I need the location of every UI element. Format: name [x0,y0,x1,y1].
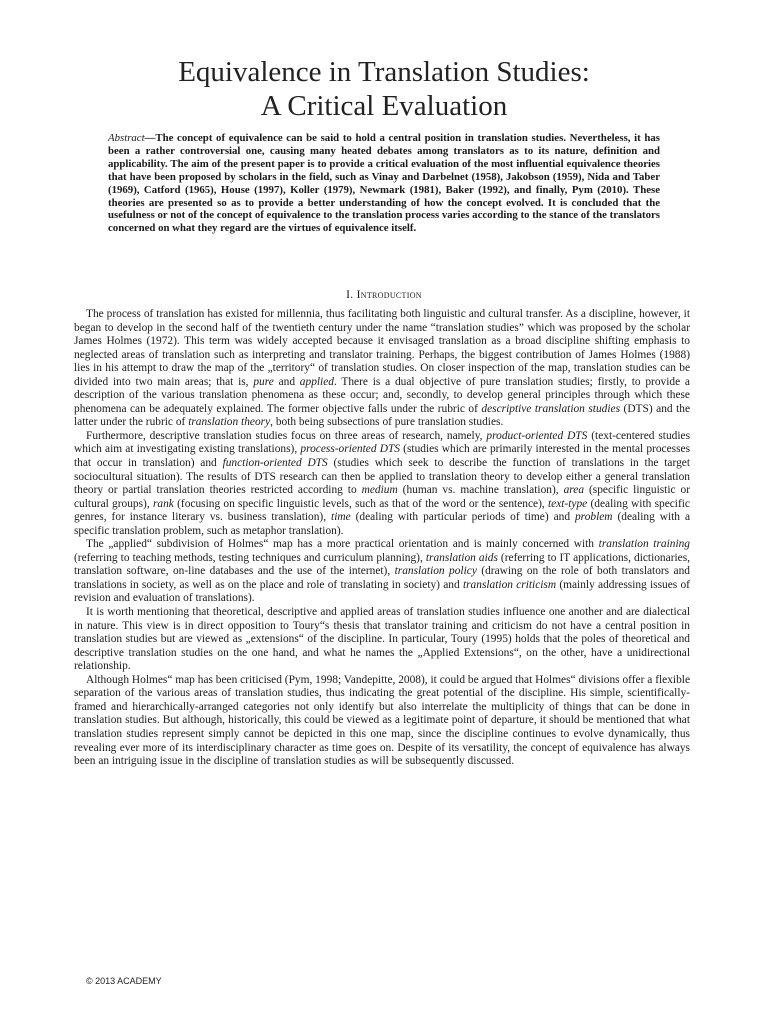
abstract-text: —The concept of equivalence can be said to hold a central position in translation studies. Nevertheless, it has been a rather controversial one, causing many heated debates among translators as to its nature, definition and applicability. The aim of the present paper is to provide a critical evaluation of the most influential equivalence theories that have been proposed by scholars in the field, such as Vinay and Darbelnet (1958), Jakobson (1959), Nida and Taber (1969), Catford (1965), House (1997), Koller (1979), Newmark (1981), Baker (1992), and finally, Pym (2010). These theories are presented so as to provide a better understanding of how the concept evolved. It is concluded that the usefulness or not of the concept of equivalence to the translation process varies according to the stance of the translators concerned on what they regard are the virtues of equivalence itself. [108,132,660,235]
body-paragraph [74,430,690,538]
text-run: Although Holmes“ map has been criticised (Pym, 1998; Vandepitte, 2008), it could be argued that Holmes“ divisions offer a flexible separation of the various areas of translation studies, thus indicating the great potential of the discipline. His simple, scientifically-framed and hierarchically-arranged categories not only identify but also interrelate the multiplicity of things that can be done in translation studies. But although, historically, this could be viewed as a legitimate point of departure, it should be mentioned that what translation studies represent simply cannot be depicted in this one map, since the discipline continues to evolve dynamically, thus revealing ever more of its interdisciplinary character as time goes on. Despite of its versatility, the concept of equivalence has always been an intriguing issue in the discipline of translation studies as will be subsequently discussed. [74,673,690,768]
text-run: (human vs. machine translation), [397,484,564,497]
emphasized-term: translation aids [425,551,498,564]
text-run: Furthermore, descriptive translation studies focus on three areas of research, namely, [86,429,487,442]
emphasized-term: problem [574,511,613,524]
emphasized-term: time [331,511,351,524]
emphasized-term: area [563,484,585,497]
body-text [74,308,690,769]
emphasized-term: translation training [598,538,691,551]
body-paragraph [74,606,690,674]
text-run: The process of translation has existed for millennia, thus facilitating both linguistic and cultural transfer. As a discipline, however, it began to develop in the second half of the twentieth century under the name “translation studies” which was proposed by the scholar James Holmes (1972). This term was widely accepted because it envisaged translation as a broad discipline shifting emphasis to neglected areas of translation such as interpreting and translator training. Perhaps, the biggest contribution of James Holmes (1988) lies in his attempt to draw the map of the „territory“ of translation studies. On closer inspection of the map, translation studies can be divided into two main areas; that is, [74,308,690,388]
emphasized-term: medium [361,484,398,497]
emphasized-term: process-oriented DTS [300,443,400,456]
emphasized-term: pure [253,375,274,388]
text-run: (studies which seek to describe the function of translations in the target sociocultural situation). The results of DTS research can then be applied to translation theory to develop either a general translation theory or partial translation theories restricted according to [74,457,690,497]
text-run: (studies which are primarily interested in the mental processes that occur in translation) and [74,443,691,470]
emphasized-term: applied [299,375,334,388]
emphasized-term: descriptive translation studies [481,402,621,415]
text-run: The „applied“ subdivision of Holmes“ map has a more practical orientation and is mainly concerned with [86,538,599,551]
text-run: (referring to IT applications, dictionaries, translation software, on-line databases and the use of the internet), [74,551,690,578]
text-run: (text-centered studies which aim at investigating existing translations), [74,429,691,456]
body-paragraph [74,308,690,430]
text-run: (DTS) and the latter under the rubric of [74,402,690,429]
emphasized-term: translation theory [188,416,271,429]
text-run: (focusing on specific linguistic levels, such as that of the word or the sentence), [173,497,548,510]
emphasized-term: function-oriented DTS [222,457,328,470]
text-run: (drawing on the role of both translators and translations in society, as well as on the place and role of translating in society) and [74,565,690,591]
emphasized-term: text-type [547,497,588,510]
text-run: (dealing with a specific translation problem, such as metaphor translation). [74,511,691,537]
paper-title [0,55,768,123]
text-run: It is worth mentioning that theoretical, descriptive and applied areas of translation studies influence one another and are dialectical in nature. This view is in direct opposition to Toury“s thesis that translator training and criticism do not have a central position in translation studies but are viewed as „extensions“ of the discipline. In particular, Toury (1995) holds that the poles of theoretical and descriptive translation studies on the one hand, and what he names the „Applied Extensions“, on the other, have a unidirectional relationship. [74,606,690,673]
copyright-footer: © 2013 ACADEMY [86,976,162,986]
abstract [108,132,660,235]
text-run: . There is a dual objective of pure translation studies; firstly, to provide a description of the various translation phenomena as these occur; and, secondly, to develop general principles through which these phenomena can be adequately explained. The former objective falls under the rubric of [74,375,690,415]
text-run: (referring to teaching methods, testing techniques and curriculum planning), [74,551,426,564]
section-heading [0,289,768,301]
text-run: (dealing with specific genres, for instance literary vs. business translation), [74,497,690,524]
title-line-1: Equivalence in Translation Studies: [178,56,590,88]
emphasized-term: translation criticism [462,578,557,591]
body-paragraph [74,538,690,606]
abstract-label: Abstract [108,132,145,144]
emphasized-term: rank [152,497,174,510]
text-run: (specific linguistic or cultural groups), [74,484,690,510]
section-title: Introduction [356,289,422,301]
text-run: (dealing with particular periods of time) and [350,511,575,524]
text-run: (mainly addressing issues of revision and evaluation of translations). [74,578,690,605]
text-run: , both being subsections of pure translation studies. [270,416,504,429]
emphasized-term: product-oriented DTS [486,429,588,442]
title-line-2: A Critical Evaluation [260,90,508,122]
text-run: and [273,375,300,388]
section-number: I. [346,289,357,301]
body-paragraph [74,674,690,769]
emphasized-term: translation policy [394,565,477,578]
